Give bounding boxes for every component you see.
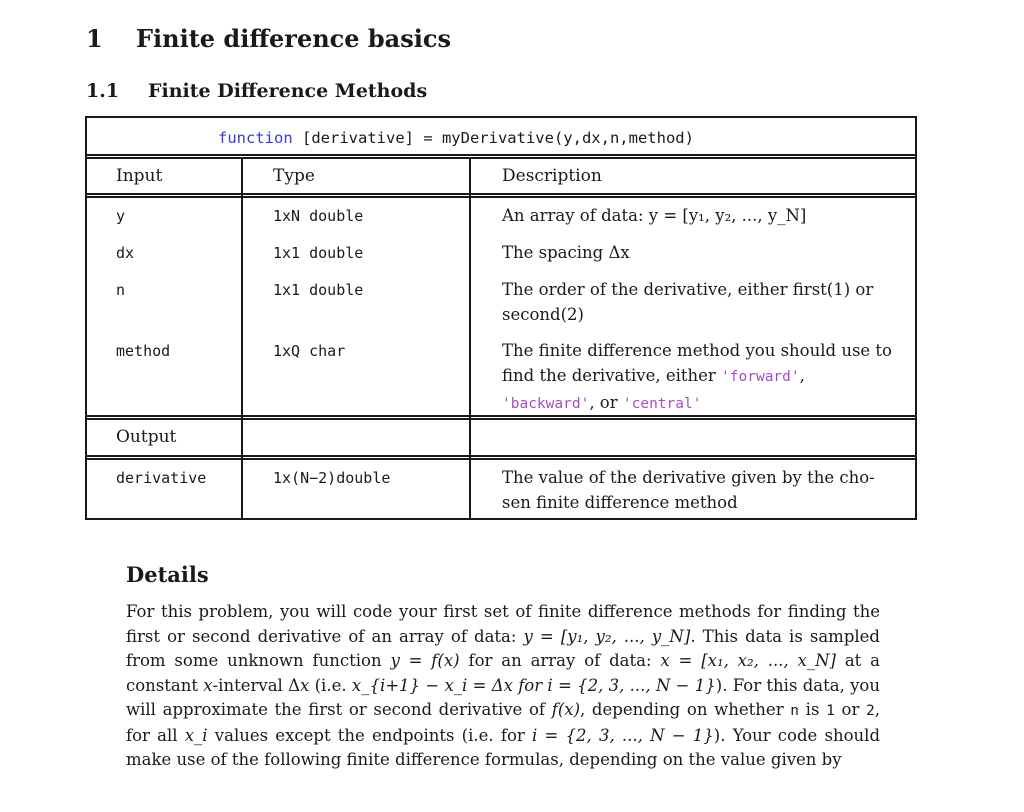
- input-name: y: [116, 207, 126, 225]
- input-description: The order of the derivative, either first(1) or second(2): [502, 280, 874, 324]
- function-signature-rest: [derivative] = myDerivative(y,dx,n,method): [302, 129, 694, 147]
- details-text: ). Your code should make use of the following finite difference formulas, depending on the value given by: [126, 725, 881, 769]
- input-type: 1xN double: [273, 207, 364, 225]
- description-header: Description: [502, 166, 602, 186]
- details-text: . This data is sampled from some unknown function: [126, 626, 880, 670]
- input-type: 1x1 double: [273, 244, 364, 262]
- section-number: 1: [86, 24, 103, 53]
- details-heading: Details: [126, 562, 209, 587]
- inline-code: 2: [866, 703, 875, 719]
- math-expression: x_i: [184, 725, 208, 745]
- input-description: An array of data: y = [y₁, y₂, ..., y_N]: [502, 206, 807, 225]
- subsection-number: 1.1: [86, 80, 120, 102]
- output-name: derivative: [116, 469, 207, 487]
- method-desc-text: The finite difference method you should use to find the derivative, either: [502, 341, 892, 385]
- details-text: ). For this data, you will approximate the first or second derivative of: [126, 675, 880, 719]
- math-expression: i = {2, 3, ..., N − 1}: [532, 725, 714, 745]
- method-option-central: 'central': [622, 396, 702, 412]
- method-option-forward: 'forward': [721, 369, 800, 385]
- details-text: or: [834, 700, 867, 719]
- type-header: Type: [273, 166, 315, 186]
- math-expression: y = [y₁, y₂, ..., y_N]: [523, 626, 691, 646]
- details-text: -interval Δ: [212, 675, 301, 695]
- input-name: dx: [116, 244, 135, 262]
- function-keyword: function: [218, 129, 293, 147]
- details-text: , for all: [126, 700, 881, 745]
- inline-code: n: [790, 703, 799, 719]
- input-description: [502, 338, 897, 417]
- input-type: 1x1 double: [273, 281, 364, 299]
- details-text: at a constant: [126, 651, 880, 695]
- subsection-title: Finite Difference Methods: [148, 80, 428, 102]
- method-desc-sep: ,: [799, 366, 805, 385]
- output-type: 1x(N−2)double: [273, 469, 391, 487]
- details-text: (i.e.: [309, 675, 352, 695]
- input-description: The spacing Δx: [502, 243, 630, 262]
- details-text: values except the endpoints (i.e. for: [207, 725, 532, 745]
- method-desc-sep: , or: [589, 393, 623, 412]
- math-expression: y = f(x): [390, 651, 460, 670]
- math-expression: x = [x₁, x₂, ..., x_N]: [660, 651, 836, 670]
- method-option-backward: 'backward': [502, 396, 590, 412]
- output-header: Output: [116, 427, 177, 447]
- function-signature: [218, 129, 694, 147]
- input-name: n: [116, 281, 126, 299]
- output-description: The value of the derivative given by the cho-sen finite difference method: [502, 468, 875, 512]
- details-text: for an array of data:: [459, 651, 661, 670]
- input-type: 1xQ char: [273, 342, 346, 360]
- math-expression: f(x): [551, 700, 581, 719]
- math-expression: x_{i+1} − x_i = Δx for i = {2, 3, ..., N − 1}: [351, 675, 716, 695]
- details-paragraph: [126, 600, 880, 773]
- inline-code: 1: [826, 703, 835, 719]
- math-expression: x: [203, 675, 213, 695]
- details-text: For this problem, you will code your first set of finite difference methods for finding the first or second derivative of an array of data:: [126, 602, 880, 646]
- math-expression: x: [300, 675, 310, 695]
- input-header: Input: [116, 166, 163, 186]
- details-text: , depending on whether: [580, 700, 791, 719]
- input-name: method: [116, 342, 171, 360]
- details-text: is: [799, 700, 827, 719]
- section-title: Finite difference basics: [136, 24, 451, 53]
